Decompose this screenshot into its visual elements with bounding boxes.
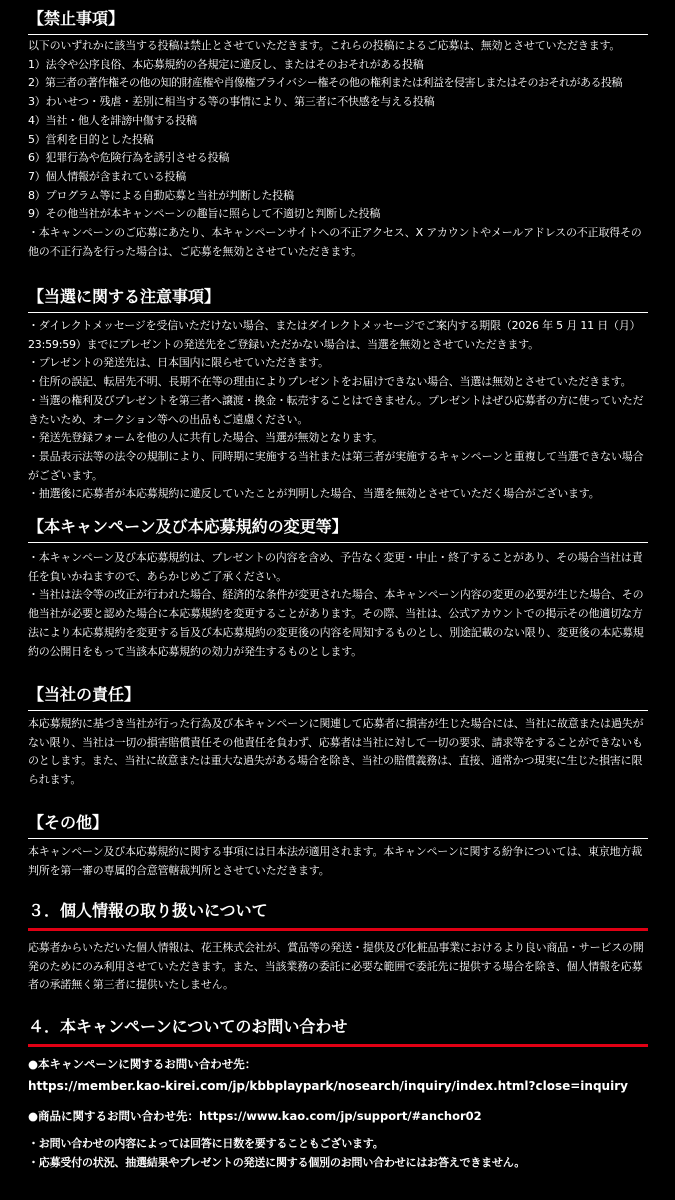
liability-text: 本応募規約に基づき当社が行った行為及び本キャンペーンに関連して応募者に損害が生じた場合には、当社に故意または過失がない限り、当社は一切の損害賠償責任その他責任を負わず、応募者は当社に対して一切の要求、請求等をすることができないものとします。また、当社に故意または重大な過失がある場合を除き、当社の賠償義務は、直接、通常かつ現実に生じた損害に限られます。 bbox=[28, 717, 644, 787]
accent-divider bbox=[28, 1044, 648, 1047]
campaign-contact-label: ●本キャンペーンに関するお問い合わせ先： bbox=[28, 1057, 257, 1071]
prohibited-item: 8）プログラム等による自動応募と当社が判断した投稿 bbox=[28, 188, 294, 202]
winning-item: ・住所の誤記、転居先不明、長期不在等の理由によりプレゼントをお届けできない場合、当選は無効とさせていただきます。 bbox=[28, 375, 632, 389]
prohibited-item: 5）営利を目的とした投稿 bbox=[28, 132, 154, 146]
winning-item: ・景品表示法等の法令の規制により、同時期に実施する当社または第三者が実施するキャンペーンと重複して当選できない場合がございます。 bbox=[28, 449, 644, 482]
prohibited-section bbox=[28, 8, 648, 261]
campaign-contact-link[interactable]: https://member.kao-kirei.com/jp/kbbplaypark/nosearch/inquiry/index.html?close=inquiry bbox=[28, 1079, 628, 1093]
product-contact-link[interactable]: ●商品に関するお問い合わせ先：https://www.kao.com/jp/support/#anchor02 bbox=[28, 1109, 482, 1123]
prohibited-item: 2）第三者の著作権その他の知的財産権や肖像権プライバシー権その他の権利または利益を侵害しまたはそのおそれがある投稿 bbox=[28, 76, 622, 90]
changes-section bbox=[28, 516, 648, 661]
heading-divider bbox=[28, 312, 648, 313]
heading-divider bbox=[28, 542, 648, 543]
inquiry-note: ・お問い合わせの内容によっては回答に日数を要することもございます。 bbox=[28, 1137, 384, 1150]
winning-item: ・抽選後に応募者が本応募規約に違反していたことが判明した場合、当選を無効とさせていただく場合がございます。 bbox=[28, 487, 600, 501]
winning-item: ・ダイレクトメッセージを受信いただけない場合、またはダイレクトメッセージでご案内する期限（2026 年 5 月 11 日（月）23:59:59）までにプレゼントの発送先をご登録いただかない場合は、当選を無効とさせていただきます。 bbox=[28, 319, 641, 351]
other-text: 本キャンペーン及び本応募規約に関する事項には日本法が適用されます。本キャンペーンに関する紛争については、東京地方裁判所を第一審の専属的合意管轄裁判所とさせていただきます。 bbox=[28, 845, 643, 877]
privacy-section bbox=[28, 900, 648, 995]
changes-item: ・当社は法令等の改正が行われた場合、経済的な条件が変更された場合、本キャンペーン内容の変更の必要が生じた場合、その他当社が必要と認めた場合に本応募規約を変更することがあります。その際、当社は、公式アカウントでの掲示その他適切な方法により本応募規約を変更する旨及び本応募規約の変更後の内容を周知するものとし、別途記載のない限り、変更後の本応募規約の公開日をもって当該本応募規約の効力が発生するものとします。 bbox=[28, 588, 644, 658]
changes-item: ・本キャンペーン及び本応募規約は、プレゼントの内容を含め、予告なく変更・中止・終了することがあり、その場合当社は責任を負いかねますので、あらかじめご了承ください。 bbox=[28, 551, 643, 583]
section-heading: ３．個人情報の取り扱いについて bbox=[28, 901, 268, 920]
section-heading: 【その他】 bbox=[28, 813, 109, 832]
prohibited-intro: 以下のいずれかに該当する投稿は禁止とさせていただきます。これらの投稿によるご応募は、無効とさせていただきます。 bbox=[28, 39, 621, 52]
section-heading: 【当選に関する注意事項】 bbox=[28, 287, 221, 306]
section-heading: ４．本キャンペーンについてのお問い合わせ bbox=[28, 1017, 348, 1036]
privacy-text: 応募者からいただいた個人情報は、花王株式会社が、賞品等の発送・提供及び化粧品事業におけるより良い商品・サービスの開発のためにのみ利用させていただきます。また、当該業務の委託に必要な範囲で委託先に提供する場合を除き、個人情報を応募者の承諾無く第三者に提供いたしません。 bbox=[28, 941, 644, 992]
winning-item: ・プレゼントの発送先は、日本国内に限らせていただきます。 bbox=[28, 356, 329, 370]
accent-divider bbox=[28, 928, 648, 931]
prohibited-item: 9）その他当社が本キャンペーンの趣旨に照らして不適切と判断した投稿 bbox=[28, 207, 381, 221]
section-heading: 【当社の責任】 bbox=[28, 685, 141, 704]
liability-section bbox=[28, 684, 648, 790]
other-section bbox=[28, 812, 648, 880]
section-heading: 【禁止事項】 bbox=[28, 9, 125, 28]
prohibited-item: 7）個人情報が含まれている投稿 bbox=[28, 169, 186, 183]
winning-item: ・当選の権利及びプレゼントを第三者へ譲渡・換金・転売することはできません。プレゼントはぜひ応募者の方に使っていただきたいため、オークション等への出品もご遠慮ください。 bbox=[28, 393, 644, 426]
winning-section bbox=[28, 286, 648, 504]
prohibited-item: 3）わいせつ・残虐・差別に相当する等の事情により、第三者に不快感を与える投稿 bbox=[28, 95, 435, 109]
heading-divider bbox=[28, 710, 648, 711]
section-heading: 【本キャンペーン及び本応募規約の変更等】 bbox=[28, 517, 348, 536]
heading-divider bbox=[28, 838, 648, 839]
prohibited-item: 1）法令や公序良俗、本応募規約の各規定に違反し、またはそのおそれがある投稿 bbox=[28, 57, 424, 71]
heading-divider bbox=[28, 34, 648, 35]
winning-item: ・発送先登録フォームを他の人に共有した場合、当選が無効となります。 bbox=[28, 431, 383, 445]
inquiry-section bbox=[28, 1016, 648, 1172]
prohibited-note: ・本キャンペーンのご応募にあたり、本キャンペーンサイトへの不正アクセス、X アカウントやメールアドレスの不正取得その他の不正行為を行った場合は、ご応募を無効とさせていただきます。 bbox=[28, 226, 642, 258]
prohibited-item: 6）犯罪行為や危険行為を誘引させる投稿 bbox=[28, 151, 230, 165]
prohibited-item: 4）当社・他人を誹謗中傷する投稿 bbox=[28, 113, 197, 127]
inquiry-note: ・応募受付の状況、抽選結果やプレゼントの発送に関する個別のお問い合わせにはお答えできません。 bbox=[28, 1155, 526, 1169]
